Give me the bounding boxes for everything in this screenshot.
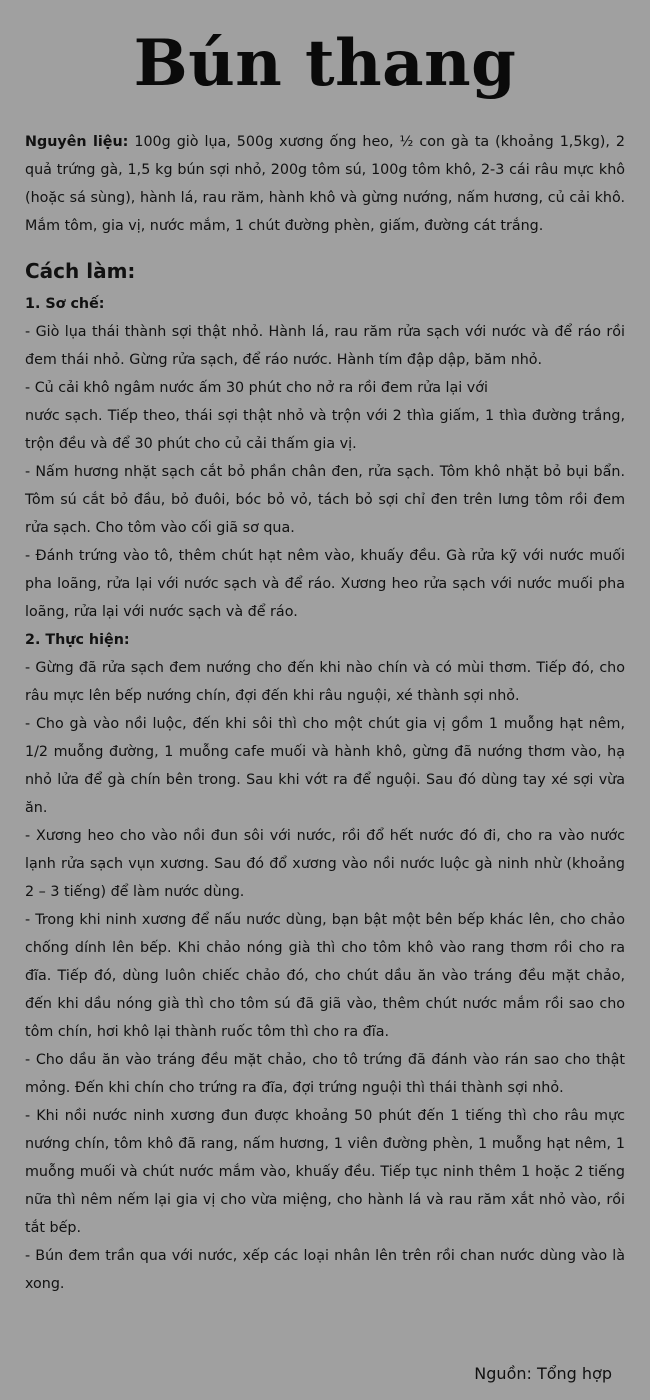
ingredients-label: Nguyên liệu: <box>25 134 129 150</box>
prep-step: - Giò lụa thái thành sợi thật nhỏ. Hành lá, rau răm rửa sạch với nước và để ráo rồi đem thái nhỏ. Gừng rửa sạch, để ráo nước. Hành tím đập dập, băm nhỏ. <box>25 324 625 368</box>
prep-title: 1. Sơ chế: <box>25 296 105 312</box>
cook-step: - Bún đem trần qua với nước, xếp các loại nhân lên trên rồi chan nước dùng vào là xong. <box>25 1248 625 1292</box>
cook-title: 2. Thực hiện: <box>25 632 130 648</box>
ingredients-text: 100g giò lụa, 500g xương ống heo, ½ con gà ta (khoảng 1,5kg), 2 quả trứng gà, 1,5 kg bún sợi nhỏ, 200g tôm sú, 100g tôm khô, 2-3 cái râu mực khô (hoặc sá sùng), hành lá, rau răm, hành khô và gừng nướng, nấm hương, củ cải khô. Mắm tôm, gia vị, nước mắm, 1 chút đường phèn, giấm, đường cát trắng. <box>25 134 625 234</box>
method-heading: Cách làm: <box>25 259 136 283</box>
cook-step: - Xương heo cho vào nồi đun sôi với nước, rồi đổ hết nước đó đi, cho ra vào nước lạnh rửa sạch vụn xương. Sau đó đổ xương vào nồi nước luộc gà ninh nhừ (khoảng 2 – 3 tiếng) để làm nước dùng. <box>25 828 625 900</box>
cook-step: - Khi nồi nước ninh xương đun được khoảng 50 phút đến 1 tiếng thì cho râu mực nướng chín, tôm khô đã rang, nấm hương, 1 viên đường phèn, 1 muỗng hạt nêm, 1 muỗng muối và chút nước mắm vào, khuấy đều. Tiếp tục ninh thêm 1 hoặc 2 tiếng nữa thì nêm nếm lại gia vị cho vừa miệng, cho hành lá và rau răm xắt nhỏ vào, rồi tắt bếp. <box>25 1108 625 1236</box>
page-title: Bún thang <box>133 26 517 101</box>
prep-step: nước sạch. Tiếp theo, thái sợi thật nhỏ và trộn với 2 thìa giấm, 1 thìa đường trắng, trộn đều và để 30 phút cho củ cải thấm gia vị. <box>25 408 625 452</box>
cook-step: - Gừng đã rửa sạch đem nướng cho đến khi nào chín và có mùi thơm. Tiếp đó, cho râu mực lên bếp nướng chín, đợi đến khi râu nguội, xé thành sợi nhỏ. <box>25 660 625 704</box>
source-credit: Nguồn: Tổng hợp <box>474 1364 612 1383</box>
prep-step: - Củ cải khô ngâm nước ấm 30 phút cho nở ra rồi đem rửa lại với <box>25 380 488 396</box>
cook-step: - Trong khi ninh xương để nấu nước dùng, bạn bật một bên bếp khác lên, cho chảo chống dính lên bếp. Khi chảo nóng già thì cho tôm khô vào rang thơm rồi cho ra đĩa. Tiếp đó, dùng luôn chiếc chảo đó, cho chút dầu ăn vào tráng đều mặt chảo, đến khi dầu nóng già thì cho tôm sú đã giã vào, thêm chút nước mắm rồi sao cho tôm chín, hơi khô lại thành ruốc tôm thì cho ra đĩa. <box>25 912 625 1040</box>
prep-step: - Nấm hương nhặt sạch cắt bỏ phần chân đen, rửa sạch. Tôm khô nhặt bỏ bụi bẩn. Tôm sú cắt bỏ đầu, bỏ đuôi, bóc bỏ vỏ, tách bỏ sợi chỉ đen trên lưng tôm rồi đem rửa sạch. Cho tôm vào cối giã sơ qua. <box>25 464 625 536</box>
cook-step: - Cho dầu ăn vào tráng đều mặt chảo, cho tô trứng đã đánh vào rán sao cho thật mỏng. Đến khi chín cho trứng ra đĩa, đợi trứng nguội thì thái thành sợi nhỏ. <box>25 1052 625 1096</box>
cook-step: - Cho gà vào nồi luộc, đến khi sôi thì cho một chút gia vị gồm 1 muỗng hạt nêm, 1/2 muỗng đường, 1 muỗng cafe muối và hành khô, gừng đã nướng thơm vào, hạ nhỏ lửa để gà chín bên trong. Sau khi vớt ra để nguội. Sau đó dùng tay xé sợi vừa ăn. <box>25 716 625 816</box>
prep-step: - Đánh trứng vào tô, thêm chút hạt nêm vào, khuấy đều. Gà rửa kỹ với nước muối pha loãng, rửa lại với nước sạch và để ráo. Xương heo rửa sạch với nước muối pha loãng, rửa lại với nước sạch và để ráo. <box>25 548 625 620</box>
ingredients-paragraph <box>25 128 625 240</box>
